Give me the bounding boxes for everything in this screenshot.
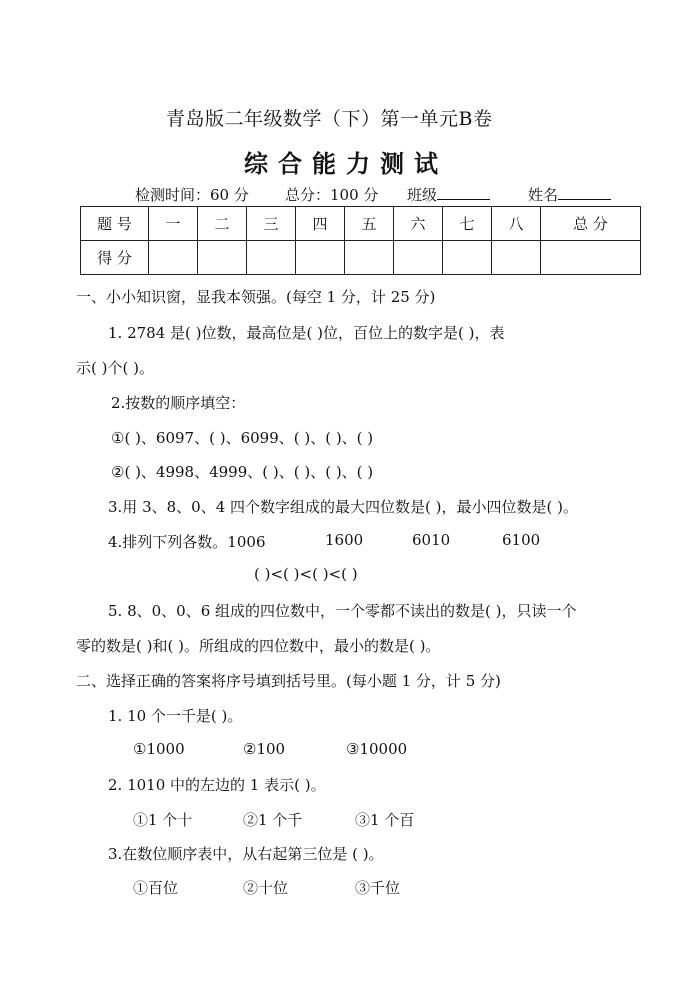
s1-q2-sequence-b: ②( )、4998、4999、( )、( )、( )、( ) bbox=[111, 463, 374, 481]
total-score-label: 总分：100 分 bbox=[285, 186, 379, 204]
table-cell: 六 bbox=[394, 207, 443, 241]
time-label: 检测时间：60 分 bbox=[135, 186, 249, 204]
s2-q2-option: ②1 个千 bbox=[243, 811, 303, 829]
section2-heading: 二、选择正确的答案将序号填到括号里。(每小题 1 分，计 5 分) bbox=[76, 672, 501, 690]
class-label: 班级 bbox=[407, 186, 438, 204]
score-input-cell[interactable] bbox=[198, 241, 247, 275]
table-cell: 三 bbox=[247, 207, 296, 241]
table-cell: 一 bbox=[149, 207, 198, 241]
table-cell: 七 bbox=[443, 207, 492, 241]
class-blank[interactable] bbox=[437, 185, 490, 200]
s2-q3-option: ③千位 bbox=[355, 879, 401, 897]
s1-q2-heading: 2.按数的顺序填空： bbox=[111, 394, 246, 412]
s2-q2-option: ③1 个百 bbox=[355, 811, 415, 829]
score-input-cell[interactable] bbox=[247, 241, 296, 275]
score-input-cell[interactable] bbox=[492, 241, 541, 275]
score-input-cell[interactable] bbox=[541, 241, 641, 275]
table-cell: 得 分 bbox=[81, 241, 149, 275]
s1-q2-sequence-a: ①( )、6097、( )、6099、( )、( )、( ) bbox=[111, 429, 374, 447]
s1-q5-line1: 5. 8、0、0、6 组成的四位数中，一个零都不读出的数是( )，只读一个 bbox=[108, 602, 577, 620]
name-blank[interactable] bbox=[558, 185, 611, 200]
score-input-cell[interactable] bbox=[149, 241, 198, 275]
score-table-score-row bbox=[81, 241, 641, 275]
s2-q3-option: ①百位 bbox=[133, 879, 179, 897]
score-table-header-row bbox=[81, 207, 641, 241]
s1-q3: 3.用 3、8、0、4 四个数字组成的最大四位数是( )，最小四位数是( )。 bbox=[108, 498, 578, 516]
s1-q5-line2: 零的数是( )和( )。所组成的四位数中，最小的数是( )。 bbox=[76, 637, 441, 655]
s1-q4-number: 6100 bbox=[502, 531, 541, 549]
table-cell: 题 号 bbox=[81, 207, 149, 241]
s1-q4-number: 1600 bbox=[325, 531, 364, 549]
s1-q1-line1: 1. 2784 是( )位数，最高位是( )位，百位上的数字是( )，表 bbox=[108, 324, 505, 342]
name-label: 姓名 bbox=[528, 186, 559, 204]
s2-q3: 3.在数位顺序表中，从右起第三位是 ( )。 bbox=[108, 845, 384, 863]
score-table bbox=[80, 206, 641, 275]
s2-q1: 1. 10 个一千是( )。 bbox=[108, 707, 243, 725]
score-input-cell[interactable] bbox=[394, 241, 443, 275]
table-cell: 四 bbox=[296, 207, 345, 241]
s1-q1-line2: 示( )个( )。 bbox=[76, 359, 154, 377]
score-input-cell[interactable] bbox=[345, 241, 394, 275]
s2-q1-option: ②100 bbox=[243, 740, 286, 758]
table-cell: 总 分 bbox=[541, 207, 641, 241]
score-input-cell[interactable] bbox=[296, 241, 345, 275]
name-field[interactable] bbox=[528, 184, 611, 205]
s1-q4-number: 6010 bbox=[412, 531, 451, 549]
s2-q1-option: ①1000 bbox=[133, 740, 185, 758]
class-field[interactable] bbox=[407, 184, 490, 205]
table-cell: 八 bbox=[492, 207, 541, 241]
score-input-cell[interactable] bbox=[443, 241, 492, 275]
s1-q4-heading: 4.排列下列各数。1006 bbox=[108, 533, 266, 551]
s2-q2-option: ①1 个十 bbox=[133, 811, 193, 829]
s2-q2: 2. 1010 中的左边的 1 表示( )。 bbox=[108, 776, 326, 794]
s2-q3-option: ②十位 bbox=[243, 879, 289, 897]
s1-q4-order: ( )<( )<( )<( ) bbox=[254, 565, 358, 583]
table-cell: 五 bbox=[345, 207, 394, 241]
table-cell: 二 bbox=[198, 207, 247, 241]
exam-subtitle: 综合能力测试 bbox=[244, 149, 448, 178]
s2-q1-option: ③10000 bbox=[346, 740, 408, 758]
exam-title: 青岛版二年级数学（下）第一单元B卷 bbox=[166, 108, 493, 130]
section1-heading: 一、小小知识窗，显我本领强。(每空 1 分，计 25 分) bbox=[76, 288, 436, 306]
